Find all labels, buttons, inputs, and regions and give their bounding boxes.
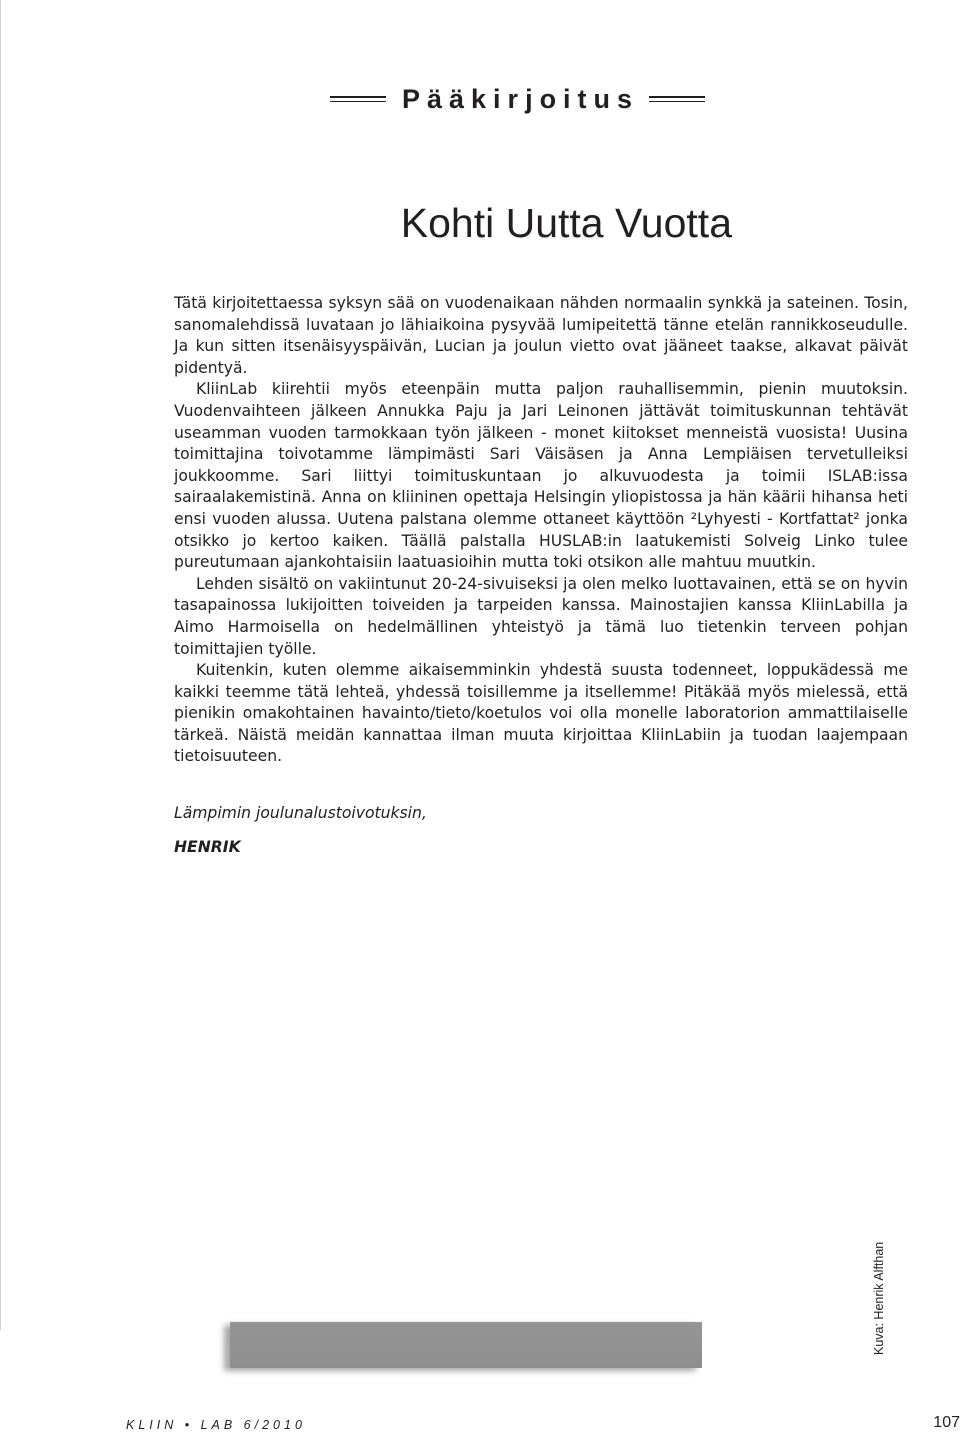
article-headline: Kohti Uutta Vuotta — [400, 200, 732, 246]
section-header — [330, 82, 750, 116]
author-signature: HENRIK — [174, 838, 241, 856]
author-photo — [230, 1322, 702, 1368]
photo-credit: Kuva: Henrik Alfthan — [872, 1241, 886, 1355]
page-edge-line — [0, 0, 1, 1330]
publication-footer: KLIIN • LAB 6/2010 — [126, 1418, 306, 1432]
article-body — [174, 293, 908, 768]
page-number: 107 — [933, 1414, 960, 1431]
decorative-rule-left — [330, 96, 386, 102]
article-paragraph: Kuitenkin, kuten olemme aikaisemminkin yhdestä suusta todenneet, loppukädessä me kaikki teemme tätä lehteä, yhdessä toisillemme ja itsellemme! Pitäkää myös mielessä, että pienikin omakohtainen havainto/tieto/koetulos voi olla monelle laboratorion ammattilaiselle tärkeä. Näistä meidän kannattaa ilman muuta kirjoittaa KliinLabiin ja tuodan laajempaan tietoisuuteen. — [174, 661, 908, 766]
article-paragraph: Lehden sisältö on vakiintunut 20-24-sivuiseksi ja olen melko luottavainen, että se on hyvin tasapainossa lukijoitten toiveiden ja tarpeiden kanssa. Mainostajien kanssa KliinLabilla ja Aimo Harmoisella on hedelmällinen yhteistyö ja tämä luo tietenkin terveen pohjan toimittajien työlle. — [174, 574, 908, 658]
section-title: Pääkirjoitus — [402, 83, 640, 114]
article-paragraph: Tätä kirjoitettaessa syksyn sää on vuodenaikaan nähden normaalin synkkä ja sateinen. Tosin, sanomalehdissä luvataan jo lähiaikoina pysyvää lumipeitettä tänne etelän rannikkoseudulle. Ja kun sitten itsenäisyyspäivän, Lucian ja joulun vietto ovat jääneet taakse, alkavat päivät pidentyä. — [174, 294, 908, 377]
decorative-rule-right — [649, 96, 705, 102]
article-paragraph: KliinLab kiirehtii myös eteenpäin mutta paljon rauhallisemmin, pienin muutoksin. Vuodenvaihteen jälkeen Annukka Paju ja Jari Leinonen jättävät toimituskunnan tehtävät useamman vuoden tarmokkaan työn jälkeen - monet kiitokset menneistä vuosista! Uusina toimittajina toivotamme lämpimästi Sari Väisäsen ja Anna Lempiäisen tervetulleiksi joukkoomme. Sari liittyi toimituskuntaan jo alkuvuodesta ja toimii ISLAB:issa sairaalakemistinä. Anna on kliininen opettaja Helsingin yliopistossa ja hän käärii hihansa heti ensi vuoden alussa. Uutena palstana olemme ottaneet käyttöön ²Lyhyesti - Kortfattat² jonka otsikko jo kertoo kaiken. Täällä palstalla HUSLAB:in laatukemisti Solveig Linko tulee pureutumaan ajankohtaisiin laatuasioihin mutta toki otsikon alle mahtuu muutkin. — [174, 380, 908, 572]
signoff: Lämpimin joulunalustoivotuksin, — [174, 804, 427, 822]
